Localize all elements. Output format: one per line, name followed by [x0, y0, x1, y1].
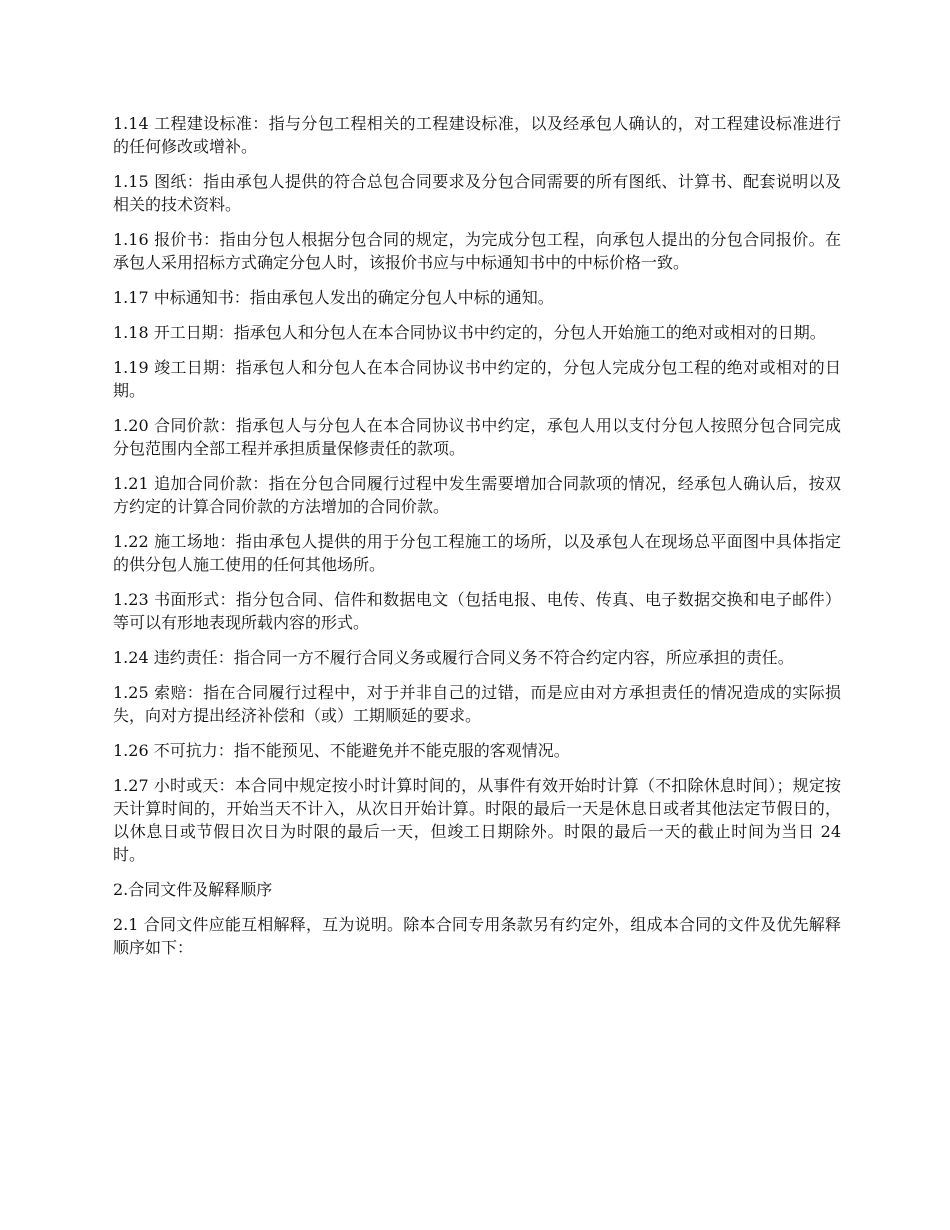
- section-heading-2: 2.合同文件及解释顺序: [113, 880, 273, 899]
- clause-1-18: 1.18 开工日期：指承包人和分包人在本合同协议书中约定的，分包人开始施工的绝对或相对的日期。: [113, 323, 826, 342]
- clause-1-15: 1.15 图纸：指由承包人提供的符合总包合同要求及分包合同需要的所有图纸、计算书、配套说明以及相关的技术资料。: [113, 172, 841, 214]
- clause-1-17: 1.17 中标通知书：指由承包人发出的确定分包人中标的通知。: [113, 288, 554, 307]
- clause-1-19: 1.19 竣工日期：指承包人和分包人在本合同协议书中约定的，分包人完成分包工程的绝对或相对的日期。: [113, 358, 841, 400]
- clause-1-21: 1.21 追加合同价款：指在分包合同履行过程中发生需要增加合同款项的情况，经承包人确认后，按双方约定的计算合同价款的方法增加的合同价款。: [113, 474, 841, 516]
- clause-1-26: 1.26 不可抗力：指不能预见、不能避免并不能克服的客观情况。: [113, 741, 570, 760]
- clause-1-25: 1.25 索赔：指在合同履行过程中，对于并非自己的过错，而是应由对方承担责任的情况造成的实际损失，向对方提出经济补偿和（或）工期顺延的要求。: [113, 683, 841, 725]
- clause-1-23: 1.23 书面形式：指分包合同、信件和数据电文（包括电报、电传、传真、电子数据交换和电子邮件）等可以有形地表现所载内容的形式。: [113, 590, 841, 632]
- document-page: [113, 112, 841, 971]
- clause-1-22: 1.22 施工场地：指由承包人提供的用于分包工程施工的场所，以及承包人在现场总平面图中具体指定的供分包人施工使用的任何其他场所。: [113, 532, 841, 574]
- clause-1-14: 1.14 工程建设标准：指与分包工程相关的工程建设标准，以及经承包人确认的，对工程建设标准进行的任何修改或增补。: [113, 114, 841, 156]
- clause-1-20: 1.20 合同价款：指承包人与分包人在本合同协议书中约定，承包人用以支付分包人按照分包合同完成分包范围内全部工程并承担质量保修责任的款项。: [113, 416, 841, 458]
- clause-1-16: 1.16 报价书：指由分包人根据分包合同的规定，为完成分包工程，向承包人提出的分包合同报价。在承包人采用招标方式确定分包人时，该报价书应与中标通知书中的中标价格一致。: [113, 230, 841, 272]
- clause-1-27: 1.27 小时或天：本合同中规定按小时计算时间的，从事件有效开始时计算（不扣除休息时间）；规定按天计算时间的，开始当天不计入，从次日开始计算。时限的最后一天是休息日或者其他法定节假日的，以休息日或节假日次日为时限的最后一天，但竣工日期除外。时限的最后一天的截止时间为当日 24 时。: [113, 776, 841, 864]
- clause-1-24: 1.24 违约责任：指合同一方不履行合同义务或履行合同义务不符合约定内容，所应承担的责任。: [113, 648, 794, 667]
- clause-2-1: 2.1 合同文件应能互相解释，互为说明。除本合同专用条款另有约定外，组成本合同的文件及优先解释顺序如下：: [113, 915, 841, 957]
